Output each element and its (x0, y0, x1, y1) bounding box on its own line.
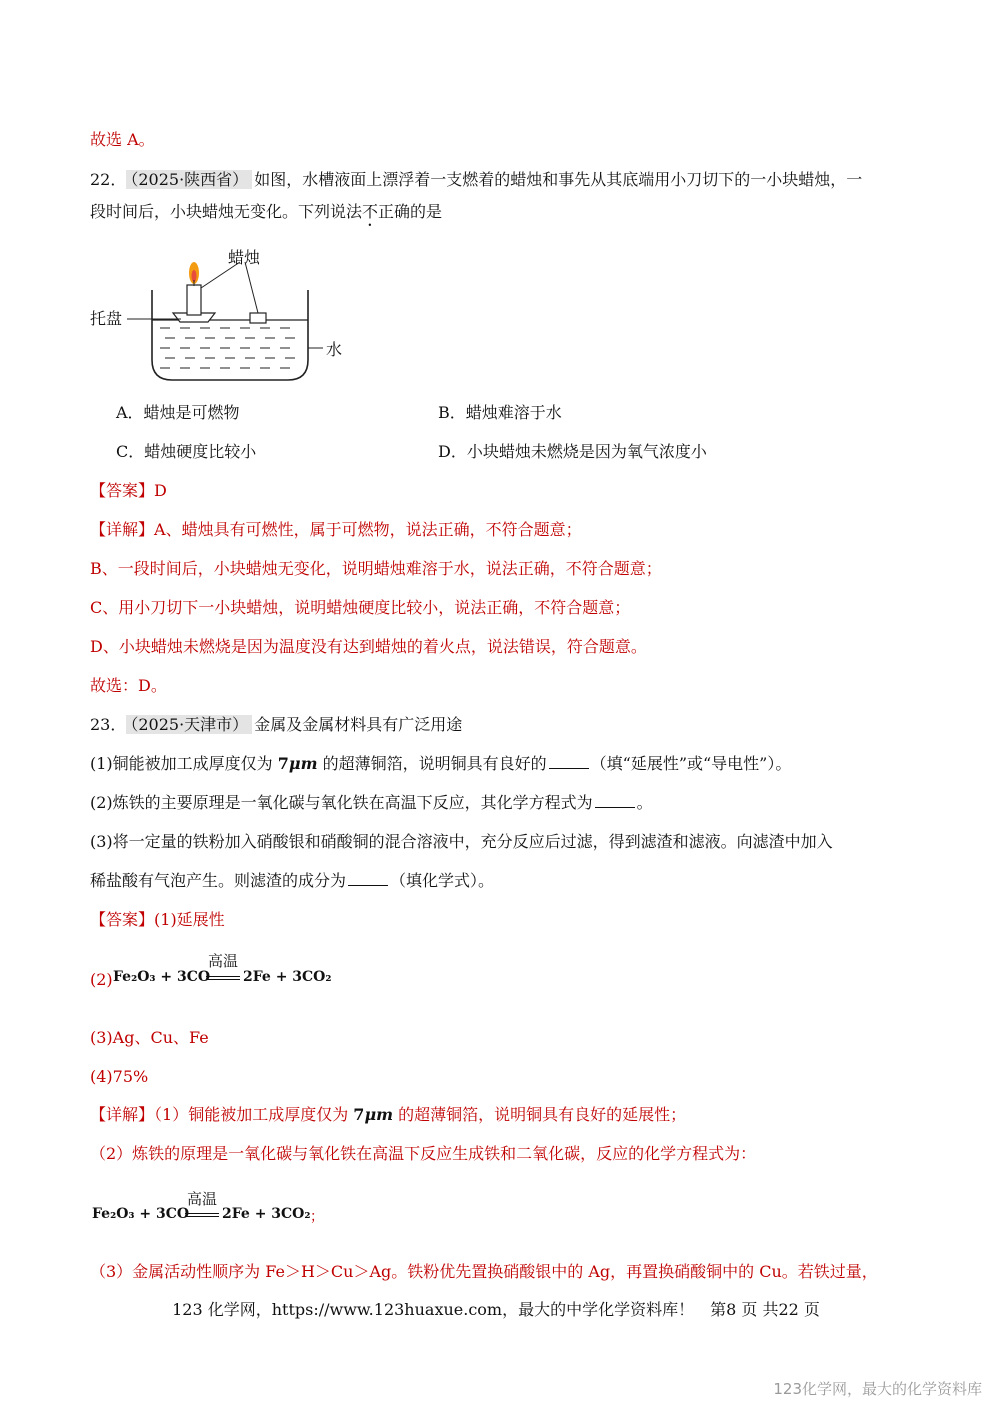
q23-answer1: (1)延展性 (154, 910, 225, 929)
q23-detail-line1 (90, 1105, 686, 1125)
figure-label-tray: 托盘 (90, 309, 123, 328)
q23-stem (90, 715, 462, 735)
eq-right: 2Fe + 3CO₂ (243, 969, 332, 985)
detail-eq-suffix: ； (310, 1209, 324, 1225)
q23-part1-pre: (1)铜能被加工成厚度仅为 (90, 754, 278, 773)
q23-part1 (90, 754, 791, 774)
q23-part3-line1: (3)将一定量的铁粉加入硝酸银和硝酸铜的混合溶液中，充分反应后过滤，得到滤渣和滤液。向滤渣中加入 (90, 832, 833, 851)
tank-outline (152, 290, 308, 380)
q22-detail-line3: C、用小刀切下一小块蜡烛，说明蜡烛硬度比较小，说法正确，不符合题意； (90, 598, 631, 617)
q22-option-a: A．蜡烛是可燃物 (116, 403, 240, 422)
q23-part3-line2 (90, 871, 494, 891)
water-dashes (160, 328, 295, 368)
q22-answer-tag: 【答案】 (90, 481, 155, 500)
q22-detail-tag: 【详解】 (90, 520, 155, 539)
figure-label-candle: 蜡烛 (228, 248, 261, 267)
q22-option-b: B．蜡烛难溶于水 (438, 403, 562, 422)
q22-stem-text2: 段时间后，小块蜡烛无变化。下列说法 (90, 202, 363, 221)
page-footer: 123 化学网，https://www.123huaxue.com，最大的中学化学资料库！ 第8 页 共22 页 (172, 1300, 820, 1319)
q23-answer3: (3)Ag、Cu、Fe (90, 1028, 209, 1047)
q23-part1-post: （填“延展性”或“导电性”）。 (590, 754, 792, 773)
q22-detail-text1: A、蜡烛具有可燃性，属于可燃物，说法正确，不符合题意； (154, 520, 582, 539)
q23-detail-equation (92, 1188, 332, 1228)
q22-stem-emphasis: 不 (362, 202, 379, 221)
detail-eq-condition: 高温 (187, 1190, 218, 1208)
q22-option-d: D．小块蜡烛未燃烧是因为氧气浓度小 (438, 442, 707, 461)
q23-source-tag: （2025·天津市） (126, 715, 252, 734)
q23-part2 (90, 793, 653, 813)
q23-part2-post: 。 (636, 793, 653, 812)
q23-part3-post: （填化学式）。 (390, 871, 495, 890)
q23-part1-value: 7 (277, 754, 289, 773)
q23-part1-mid: 的超薄铜箔，说明铜具有良好的 (317, 754, 547, 773)
q22-stem-line2 (90, 202, 442, 230)
q23-detail-tag: 【详解】 (90, 1105, 155, 1124)
q23-part2-pre: (2)炼铁的主要原理是一氧化碳与氧化铁在高温下反应，其化学方程式为 (90, 793, 593, 812)
q22-option-c: C．蜡烛硬度比较小 (116, 442, 257, 461)
detail-eq-bar (185, 1213, 219, 1217)
q23-detail-line2: （2）炼铁的原理是一氧化碳与氧化铁在高温下反应生成铁和二氧化碳，反应的化学方程式为： (90, 1144, 757, 1163)
watermark: 123化学网，最大的化学资料库 (773, 1380, 982, 1398)
q23-number: 23． (90, 715, 127, 734)
q22-stem-text3: 正确的是 (378, 202, 443, 221)
q22-source-tag: （2025·陕西省） (126, 170, 252, 189)
q21-choice: 故选 A。 (90, 130, 155, 149)
q23-answer4: (4)75% (90, 1067, 149, 1086)
eq-bar (206, 976, 240, 980)
q23-part3-blank[interactable] (348, 871, 388, 886)
q22-number: 22． (90, 170, 127, 189)
q23-part1-blank[interactable] (549, 754, 589, 769)
q22-detail-line4: D、小块蜡烛未燃烧是因为温度没有达到蜡烛的着火点，说法错误，符合题意。 (90, 637, 647, 656)
q23-part2-blank[interactable] (595, 793, 635, 808)
candle (187, 285, 201, 315)
q22-answer (90, 481, 167, 501)
candle-water-figure (85, 240, 355, 390)
detail-eq-right: 2Fe + 3CO₂ (222, 1206, 311, 1222)
q22-detail-line1 (90, 520, 582, 540)
eq-condition: 高温 (208, 952, 239, 970)
small-candle-piece (250, 313, 266, 323)
detail-eq-left: Fe₂O₃ + 3CO (92, 1206, 190, 1222)
q23-part1-unit: μm (288, 754, 318, 773)
q23-detail1-pre: （1）铜能被加工成厚度仅为 (154, 1105, 354, 1124)
q23-answer2-equation (113, 950, 343, 990)
q23-stem-text: 金属及金属材料具有广泛用途 (254, 715, 463, 734)
q23-detail1-unit: μm (364, 1105, 394, 1124)
q23-detail-line3: （3）金属活动性顺序为 Fe＞H＞Cu＞Ag。铁粉优先置换硝酸银中的 Ag，再置换硝酸铜中的 Cu。若铁过量， (90, 1262, 878, 1281)
q22-choice: 故选：D。 (90, 676, 167, 695)
q23-answer-line1 (90, 910, 225, 930)
q22-stem-line1 (90, 170, 862, 190)
q23-part3-pre: 稀盐酸有气泡产生。则滤渣的成分为 (90, 871, 347, 890)
q22-answer-value: D (154, 481, 167, 500)
q22-stem-text1: 如图，水槽液面上漂浮着一支燃着的蜡烛和事先从其底端用小刀切下的一小块蜡烛，一 (254, 170, 863, 189)
q23-detail1-post: 的超薄铜箔，说明铜具有良好的延展性； (393, 1105, 687, 1124)
figure-label-water: 水 (326, 340, 343, 359)
q23-answer-tag: 【答案】 (90, 910, 155, 929)
q23-detail1-value: 7 (353, 1105, 365, 1124)
q23-answer2-prefix: (2) (90, 970, 113, 989)
eq-left: Fe₂O₃ + 3CO (113, 969, 211, 985)
q22-detail-line2: B、一段时间后，小块蜡烛无变化，说明蜡烛难溶于水，说法正确，不符合题意； (90, 559, 662, 578)
